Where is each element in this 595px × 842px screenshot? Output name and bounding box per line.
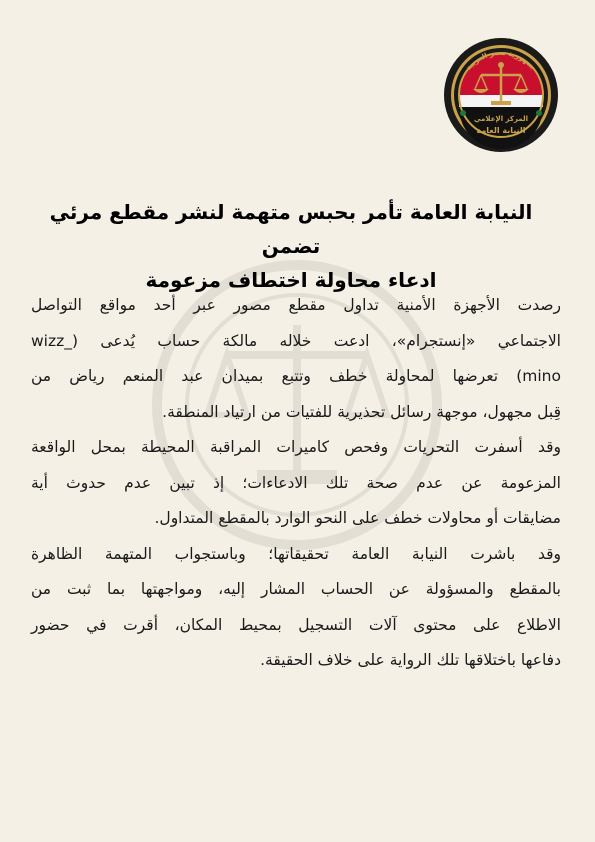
body-line: رصدت الأجهزة الأمنية تداول مقطع مصور عبر أحد مواقع التواصل: [31, 296, 561, 314]
body-line: المزعومة عن عدم صحة تلك الادعاءات؛ إذ تبين عدم حدوث أية: [31, 473, 561, 492]
paragraph: [31, 288, 561, 430]
body-line: الاجتماعي «إنستجرام»، ادعت خلاله مالكة حساب يُدعى (_wizz: [31, 331, 561, 350]
body-line: وقد أسفرت التحريات وفحص كاميرات المراقبة المحيطة بمحل الواقعة: [31, 438, 561, 456]
paragraph: [31, 430, 561, 537]
headline-line: ادعاء محاولة اختطاف مزعومة: [145, 268, 437, 292]
body-line: الاطلاع على محتوى آلات التسجيل بمحيط المكان، أقرت في حضور: [31, 615, 561, 634]
headline: [21, 195, 561, 297]
body-line: دفاعها باختلاقها تلك الرواية على خلاف الحقيقة.: [260, 651, 561, 669]
body-line: بالمقطع والمسؤولة عن الحساب المشار إليه، ومواجهتها بما ثبت من: [31, 580, 561, 598]
paragraph: [31, 537, 561, 679]
body-line: وقد باشرت النيابة العامة تحقيقاتها؛ وباستجواب المتهمة الظاهرة: [31, 544, 561, 563]
body-line: مضايقات أو محاولات خطف على النحو الوارد بالمقطع المتداول.: [154, 509, 561, 527]
seal-bottom-text: النيابة العامة: [476, 126, 526, 135]
prosecution-seal-logo: [443, 37, 559, 153]
body-line: mino) تعرضها لمحاولة خطف وتتبع بميدان عبد المنعم رياض من: [31, 367, 561, 385]
body-line: قِبل مجهول، موجهة رسائل تحذيرية للفتيات من ارتياد المنطقة.: [162, 402, 561, 421]
article-body: [31, 288, 561, 679]
seal-top-text: جمهورية مصر العربية: [464, 48, 538, 72]
seal-center-text: المركز الإعلامي: [473, 115, 529, 123]
headline-line: النيابة العامة تأمر بحبس متهمة لنشر مقطع مرئي تضمن: [49, 200, 533, 258]
